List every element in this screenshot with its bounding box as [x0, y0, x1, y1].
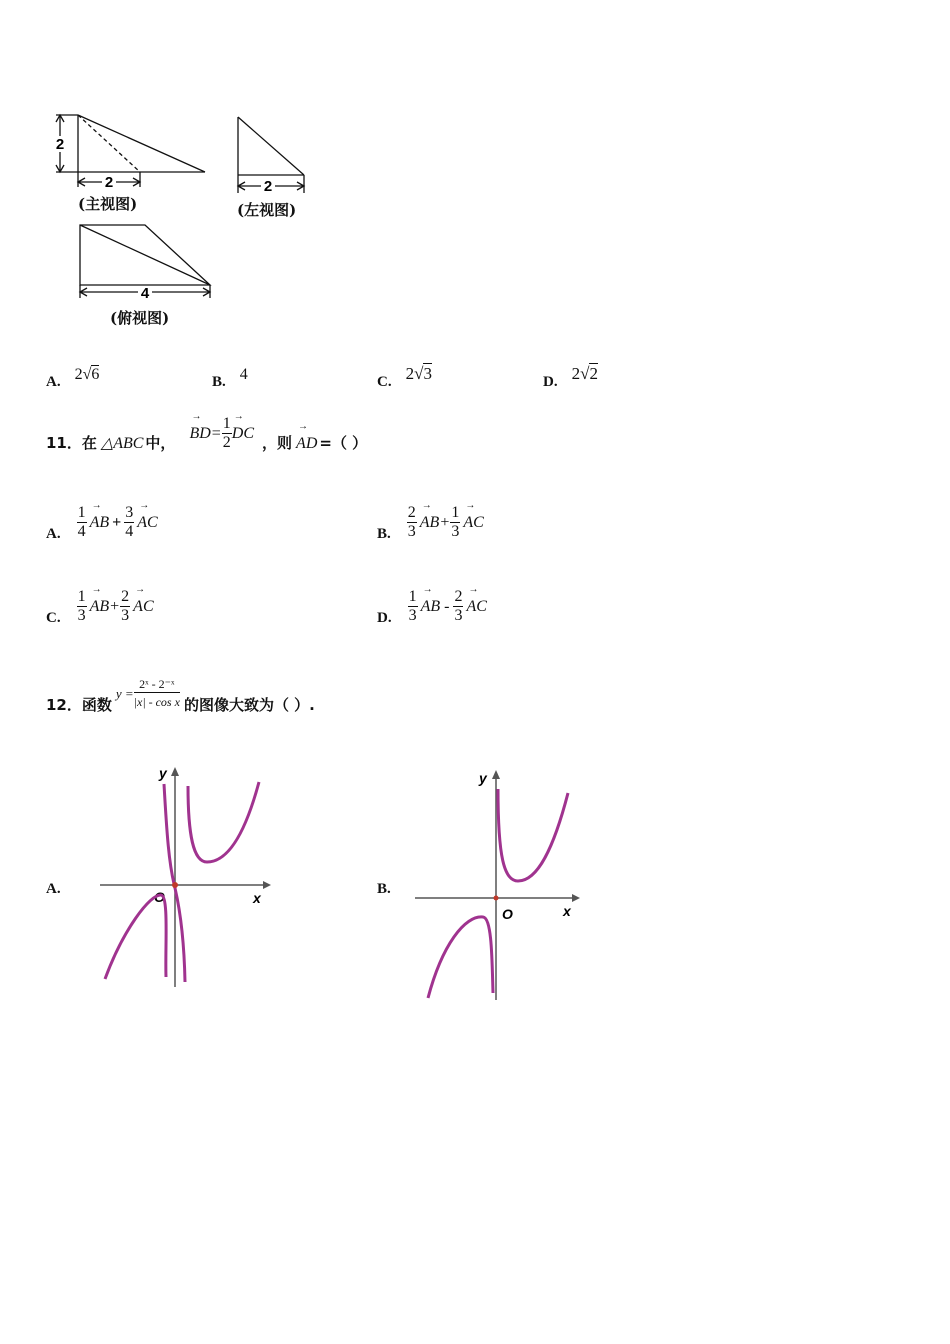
- stem-text: ，则: [262, 434, 293, 452]
- condition-formula: → BD = $\frac{1}{2}$ → DC: [189, 415, 254, 452]
- option-formula: $\frac{1}{4}$ → AB + $\frac{3}{4}$ → AC: [77, 504, 158, 541]
- option-formula: $\frac{1}{3}$ → AB + $\frac{2}{3}$ → AC: [77, 588, 154, 625]
- stem-text: 的图像大致为（ ）.: [183, 696, 315, 714]
- q10-option-c[interactable]: [377, 364, 432, 391]
- question-number: 12．: [46, 696, 82, 714]
- option-value: 2√6: [74, 365, 100, 383]
- q10-option-b[interactable]: [212, 364, 248, 391]
- front-view-caption: (主视图): [78, 195, 138, 213]
- top-view-caption: (俯视图): [110, 309, 170, 327]
- q12-stem: [46, 672, 315, 715]
- q12-option-b-letter[interactable]: B.: [377, 881, 391, 897]
- option-letter: B.: [377, 526, 391, 542]
- stem-text: =（ ）: [319, 434, 368, 452]
- q11-option-b[interactable]: [377, 502, 484, 543]
- side-width-label: 2: [263, 178, 273, 195]
- x-axis-label: x: [563, 903, 571, 919]
- q11-option-a[interactable]: [46, 502, 158, 543]
- option-letter: A.: [46, 526, 61, 542]
- y-axis-label: y: [479, 770, 487, 786]
- option-formula: $\frac{1}{3}$ → AB - $\frac{2}{3}$ → AC: [408, 588, 487, 625]
- q11-option-c[interactable]: [46, 586, 154, 627]
- option-value: 2√3: [405, 363, 432, 383]
- function-fraction: $\frac{\text{2ˣ - 2⁻ˣ}}{\text{|x| - cos x}}$: [133, 677, 180, 709]
- option-value: 2√2: [571, 363, 598, 383]
- option-letter: B.: [212, 374, 226, 390]
- curve-b: [428, 789, 568, 998]
- origin-label: O: [502, 906, 513, 922]
- three-view-figure: [50, 105, 330, 340]
- q12-option-a-graph[interactable]: [95, 762, 275, 992]
- curve-a: [105, 782, 259, 982]
- front-view: [56, 115, 205, 187]
- triangle-label: △ABC: [100, 434, 144, 452]
- q11-option-d[interactable]: [377, 586, 487, 627]
- q10-option-a[interactable]: [46, 364, 99, 391]
- y-axis-label: y: [159, 765, 167, 781]
- option-letter: A.: [46, 374, 61, 390]
- origin-label: O: [154, 889, 165, 905]
- option-letter: D.: [377, 610, 392, 626]
- question-number: 11．: [46, 434, 82, 452]
- target-vector: → AD: [296, 435, 317, 453]
- option-value: 4: [239, 365, 248, 383]
- stem-text: 在: [81, 434, 97, 452]
- side-view-caption: (左视图): [237, 201, 297, 219]
- option-formula: $\frac{2}{3}$ → AB + $\frac{1}{3}$ → AC: [407, 504, 484, 541]
- front-width-label: 2: [104, 174, 114, 191]
- option-letter: C.: [377, 374, 392, 390]
- q12-option-b-graph[interactable]: [410, 765, 590, 1005]
- front-height-label: 2: [55, 136, 65, 153]
- q11-stem: [46, 415, 368, 453]
- option-letter: C.: [46, 610, 61, 626]
- q12-option-a-letter[interactable]: A.: [46, 881, 61, 897]
- stem-text: 中，: [145, 434, 176, 452]
- function-lhs: y =: [115, 685, 134, 701]
- q10-option-d[interactable]: [543, 364, 598, 391]
- top-width-label: 4: [140, 285, 150, 302]
- stem-text: 函数: [81, 696, 112, 714]
- x-axis-label: x: [253, 890, 261, 906]
- option-letter: D.: [543, 374, 558, 390]
